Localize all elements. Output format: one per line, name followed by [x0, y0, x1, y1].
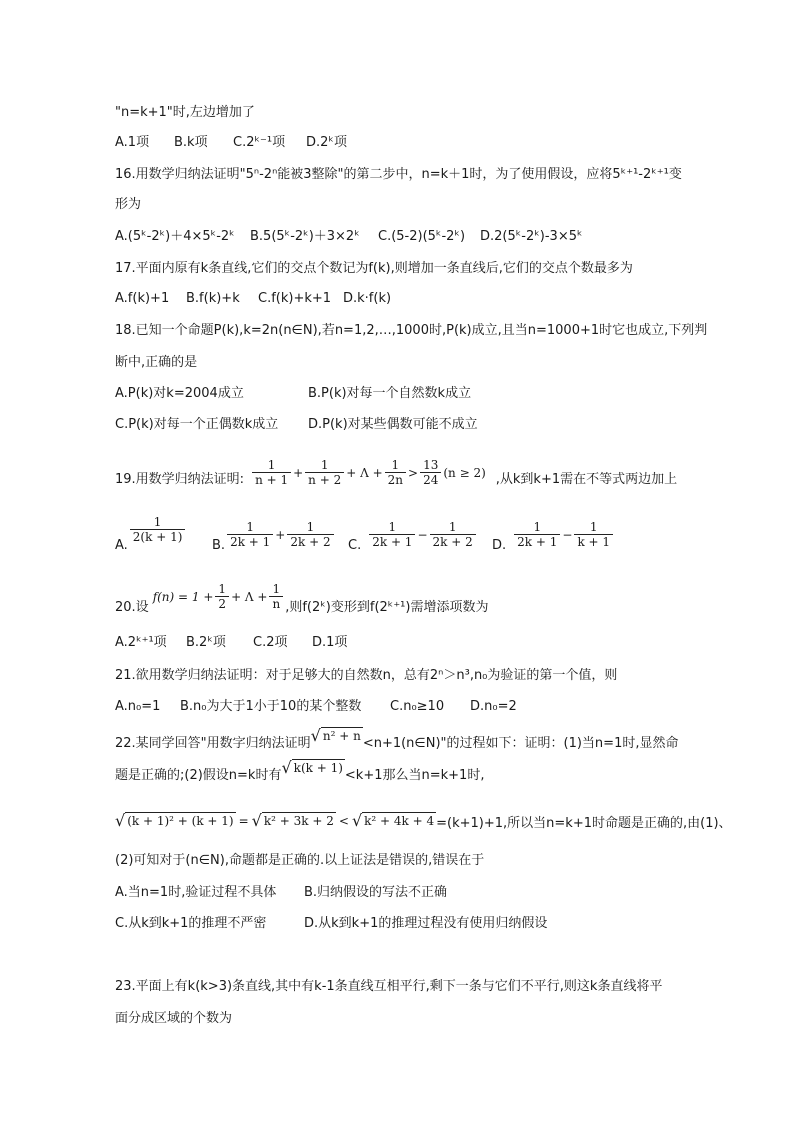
- q16-option-d: D.2(5ᵏ-2ᵏ)-3×5ᵏ: [480, 229, 583, 244]
- q21-option-c: C.n₀≥10: [390, 699, 445, 714]
- q19-option-b: B. $\frac{1}{2k + 1}$ + $\frac{1}{2k + 2}$: [212, 514, 336, 556]
- q22-stem-line4: (2)可知对于(n∈N),命题都是正确的.以上证法是错误的,错误在于: [115, 853, 485, 868]
- q19-stem: 19.用数学归纳法证明: $\frac{1}{n + 1}$ + $\frac{1}{n + 2}$ + Λ + $\frac{1}{2n}$ > $\frac{13}{24}$ (n ≥ 2) ,从k到k+1需在不等式两边加上: [115, 458, 678, 487]
- q20-option-a: A.2ᵏ⁺¹项: [115, 635, 167, 650]
- q16-option-a: A.(5ᵏ-2ᵏ)＋4×5ᵏ-2ᵏ: [115, 229, 235, 244]
- q20-option-b: B.2ᵏ项: [186, 635, 226, 650]
- q19-term3: $\frac{1}{2n}$: [385, 458, 406, 488]
- q22-option-b: B.归纳假设的写法不正确: [304, 885, 448, 900]
- q17-stem: 17.平面内原有k条直线,它们的交点个数记为f(k),则增加一条直线后,它们的交点个数最多为: [115, 261, 633, 276]
- q22-sqrt-2: √ k² + 3k + 2: [251, 811, 334, 830]
- q22-sqrt-expr: √ n² + n: [310, 726, 361, 745]
- q15-option-b: B.k项: [174, 135, 208, 150]
- q18-option-c: C.P(k)对每一个正偶数k成立: [115, 417, 279, 432]
- q18-stem-line2: 断中,正确的是: [115, 355, 198, 370]
- q17-option-a: A.f(k)+1: [115, 291, 170, 306]
- q15-option-c: C.2ᵏ⁻¹项: [233, 135, 286, 150]
- q15-option-d: D.2ᵏ项: [306, 135, 347, 150]
- q18-option-a: A.P(k)对k=2004成立: [115, 386, 244, 401]
- q16-option-c: C.(5-2)(5ᵏ-2ᵏ): [378, 229, 466, 244]
- q21-option-a: A.n₀=1: [115, 699, 161, 714]
- q19-option-c: C. $\frac{1}{2k + 1}$ − $\frac{1}{2k + 2}$: [348, 514, 478, 556]
- q22-sqrt-1: √ (k + 1)² + (k + 1): [115, 811, 234, 830]
- q17-option-c: C.f(k)+k+1: [258, 291, 332, 306]
- q19-suffix: ,从k到k+1需在不等式两边加上: [495, 472, 678, 487]
- q20-prefix: 20.设: [115, 600, 149, 615]
- q23-stem-line2: 面分成区域的个数为: [115, 1011, 233, 1026]
- q20-option-d: D.1项: [312, 635, 348, 650]
- q19-dots: + Λ +: [346, 466, 383, 480]
- q19-condition: (n ≥ 2): [443, 466, 486, 480]
- q16-stem-line2: 形为: [115, 197, 142, 212]
- q19-term2: $\frac{1}{n + 2}$: [305, 458, 344, 488]
- q23-stem-line1: 23.平面上有k(k>3)条直线,其中有k-1条直线互相平行,剩下一条与它们不平行,则这k条直线将平: [115, 979, 663, 994]
- q22-stem-line1: 22.某同学回答"用数字归纳法证明 √ n² + n <n+1(n∈N)"的过程如下：证明：(1)当n=1时,显然命: [115, 726, 679, 751]
- q22-option-d: D.从k到k+1的推理过程没有使用归纳假设: [304, 916, 548, 931]
- q22-stem-line2: 题是正确的;(2)假设n=k时有 √ k(k + 1) <k+1那么当n=k+1时,: [115, 758, 485, 783]
- q22-stem-line3: √ (k + 1)² + (k + 1) = √ k² + 3k + 2 < √ k² + 4k + 4 =(k+1)+1,所以当n=k+1时命题是正确的,由(1)、: [115, 811, 732, 831]
- q18-stem-line1: 18.已知一个命题P(k),k=2n(n∈N),若n=1,2,…,1000时,P(k)成立,且当n=1000+1时它也成立,下列判: [115, 323, 708, 338]
- q16-option-b: B.5(5ᵏ-2ᵏ)＋3×2ᵏ: [250, 229, 360, 244]
- q15-continuation: "n=k+1"时,左边增加了: [115, 105, 255, 120]
- q21-option-d: D.n₀=2: [470, 699, 517, 714]
- q17-option-b: B.f(k)+k: [186, 291, 240, 306]
- q16-stem-line1: 16.用数学归纳法证明"5ⁿ-2ⁿ能被3整除"的第二步中，n=k＋1时，为了使用假设，应将5ᵏ⁺¹-2ᵏ⁺¹变: [115, 167, 682, 182]
- q15-option-a: A.1项: [115, 135, 150, 150]
- q19-term1: $\frac{1}{n + 1}$: [252, 458, 291, 488]
- q22-sqrt-3: √ k² + 4k + 4: [351, 811, 435, 830]
- q19-option-d: D. $\frac{1}{2k + 1}$ − $\frac{1}{k + 1}$: [492, 514, 615, 556]
- q19-option-a: A. $\frac{1}{2(k + 1)}$: [115, 514, 187, 556]
- q17-option-d: D.k·f(k): [343, 291, 392, 306]
- q21-option-b: B.n₀为大于1小于10的某个整数: [180, 699, 362, 714]
- q20-lhs: f(n) = 1 +: [152, 590, 214, 604]
- q21-stem: 21.欲用数学归纳法证明：对于足够大的自然数n，总有2ⁿ＞n³,n₀为验证的第一个值，则: [115, 668, 618, 683]
- q22-hypothesis-sqrt: √ k(k + 1): [281, 758, 343, 777]
- q19-prefix: 19.用数学归纳法证明:: [115, 472, 245, 487]
- q20-stem: 20.设 f(n) = 1 + $\frac{1}{2}$ + Λ + $\frac{1}{n}$ ,则f(2ᵏ)变形到f(2ᵏ⁺¹)需增添项数为: [115, 582, 489, 615]
- q22-option-c: C.从k到k+1的推理不严密: [115, 916, 267, 931]
- q18-option-b: B.P(k)对每一个自然数k成立: [308, 386, 472, 401]
- q22-option-a: A.当n=1时,验证过程不具体: [115, 885, 277, 900]
- q19-rhs: $\frac{13}{24}$: [420, 458, 441, 488]
- q18-option-d: D.P(k)对某些偶数可能不成立: [308, 417, 478, 432]
- q20-suffix: ,则f(2ᵏ)变形到f(2ᵏ⁺¹)需增添项数为: [285, 600, 489, 615]
- q20-option-c: C.2项: [253, 635, 288, 650]
